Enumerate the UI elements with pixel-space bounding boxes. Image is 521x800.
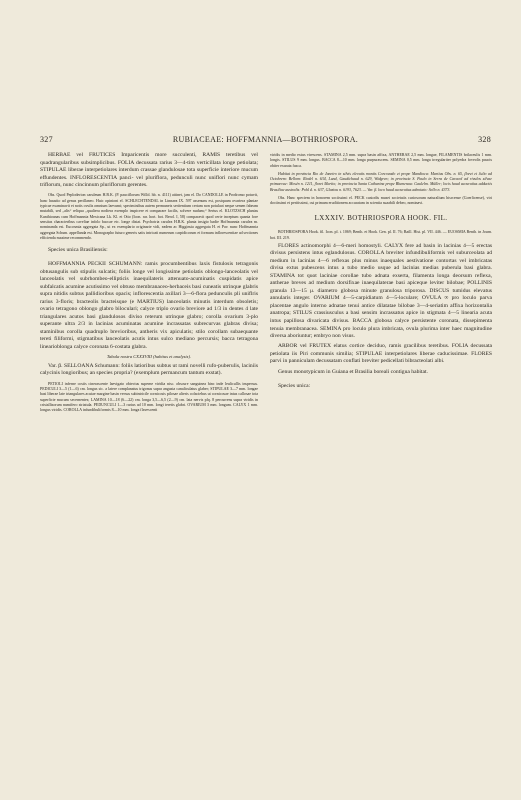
species-heading-right: Species unica:: [278, 383, 311, 390]
detailed-description: PETIOLI inferne costis cinerascente laevigato obtectus superne viridia nisc. obscure sanguinea hinc inde leulicullis inspersus. PEDICULI 3—5 (1—6) cm. longus sic. a latere complanatus trigonus supra angusta canaliculatus glaber; STIPULAE 3—7 mm. longae basi liberae late triangulares acutae margine basin versus subintricile cornicosis pilosae alteris cofaciebus ut cornicosae intus callosae tota superficie mucum secernentes; LAMINA 10—18 (6—22) cm. longa 3,5—6,5 (2—9) cm. lata nervis plq. 8 percurrens supra viridis in cristallisorum numifero striatula. PEDUNCULI 1—3 rarius ad 10 mm. longi teretis glabri. OVARIUM 3 mm. longum. CALYX 1 mm. longus viridis. COROLLA infundibuliformis 8—10 mm. longa flavescenti: [40, 380, 258, 413]
dedication-note: Obs. Hanc speciem in honorem sociissimi el. PECK custodis musei societatis curiosorum naturalium hisrcense (Goerlicense), viri doctissimi et peritissimi, cui primam eruditionem accuratam in scientia suaabili debeo, nominavi.: [270, 194, 492, 205]
observation-note: Obs. Quod Peploderion caruleum H.B.K. (P. pauciflorum Willd. hb. n. 4111) attinet, jam el. Do CANDOLLE in Prodromo potuvit, hanc haustio ad genus perillaneo. Huic opinioni el. SCHLECHTENDAL in Linnaea IX. 597 assenuns est, postquam ovariera plantae typicae examinavit et notis ovulis omnium laevumi; speciminibus autem permuneis seritentium certam non potulaot neque semen fabeam mutabili, sed „alis“ reliqua „qualiera nodiera exemplo inspicere et comparare facilis, solvere nudum;“ Sertus el. KLOTZSCH plantas Kunthioanas cum Hoffmannia Mexicana Lk. Kl. et Otto (Icon. rar. hort. bot. Berol. I, 58) comparavit quod certe inceptum quanta fore sensitas characteribus caveliae infolo baccae etc. longe distat. Psychotria carulea H.B.K. planta insigio badie Hoffmannia carulea m. nominanda est. Eucosmia aggregata Sp., ut ex exemplario originarie vidi, eadem ac Higginsia aggregata H. et Pav. nunc Hoffmannia aggregata Schum. appellanda est. Monographo futuro generis satis intricati numerum carpidicorum et formam inflorescentiae ad sectiones efficienda maxime recommendo.: [40, 192, 258, 241]
variety-description: Var. β. SELLOANA Schumann: foliis latioribus subtus ut rami novelli rufo-puberulis, laciniis calycinis longioribus; an species propria? (exemplum permancum tantum exstat).: [40, 362, 258, 377]
running-header: [40, 135, 491, 147]
genus-description: HERBAE vel FRUTICES Imparicentis more succulenti, RAMIS teretibus vel quadrangularibus subsimplicibus. FOLIA decussata rarius 3—4-tim verticillata longe petiolata; STIPULAE liberae interpetiolares interdum crassae glandulosae tota superficie interiore mucum effundentes. INFLORESCENTIA panci- vel pluriflora, pedunculi nunc uniflori nunc cymam triflorum, nunc cincinnum pluriflorum gerentes.: [40, 152, 258, 189]
page-number-left: 327: [40, 135, 53, 144]
description-continued: viridis in medio extus virescens. STAMINA 2,5 mm. supra basin affixa, ANTHERAE 2,5 mm. longae, FILAMENTIS brilaceulis 1 mm. longis. STILUS 9 mm. longus. BACCA 8—10 mm. longa purpurascens. SEMINA 0,5 mm. longa irregulariter polyedra foveolis paucis obiter exarata fusca.: [270, 152, 492, 168]
species-heading: Species unica Brasiliensis:: [48, 247, 108, 254]
flower-description: FLORES actinomorphi 4—6-meri homostyli. CALYX fere ad basin in lacinias 4—5 erectas divisus persistens intus eglandulosus. COROLLA breviter infundibuliformis vel suburceolata ad medium in lacinias 4—6 reflexas plus minus inaequales aestivatione contortas vel imbricatas divisa extus pubescens intus a tubo medio usque ad lacinias medias puberula basi glabra. STAMINA tot quot laciniae corollae tubo adnata exserta, filamenta longa deorsum reflexa, antherae breves ad medium dorsifixae inaequilaterae basi apiceque leviter bilobae; POLLINIS granula 13—15 μ. diametro globosa minute granulosa triporosa. DISCUS tumidus elevatus annularis integer. OVARIUM 4—5-carpidiatum 4—5-loculare; OVULA ∞ pro loculo parva placentae angulo interno adnatae tenui antice dilatatae bilobae 3—4-seriatim affixa horizontalia anatropa; STILUS crassiusculus a basi sensim incrassatus apice in stigmata 4—5 linearia acuta intus papillosa divaricata divisus. BACCA globosa calyce persistente coronata, dissepimenta tenuia membranacea. SEMINA pro loculo plura imbricata, ovula plurima inter haec magnitudine diversa aboriuntur; embryo non visus.: [270, 242, 492, 340]
species-description: HOFFMANNIA PECKII SCHUMANN: ramis procumbentibus laxis fistulosis tetragonis obtusangulis sub stipulis sulcatis; foliis longe vel longissime petiolatis oblongo-lanceolatis vel lanceolatis vel subrhombeo-ellipticis inaequilateris attenuato-acuminatis cuspidatis apice subfalcatis acumine acutissimo vel obtuso membranaceo-herbaceis basi cuneatis utrinque glabris supra nitidis subtus pallidioribus opacis; inflorescentia axillari 3—6-flora pedunculis pli uniflris rarius 3-floris; bracteolis bracteisque (e MARTIUS) lanceolatis minutis interdum obsoletis; ovario tetragono oblongo glabro biloculari; calyce triplo ovario breviore ad 1/3 in dentes 4 late triangulares acutos basi glandulosos diviso reterum utrinque glabro; corolla ovarium 3-plo superante ultra 2/3 in lacinias acuminatas acumine incrassatas subrecurvas glabras divisa; staminibus corolla quadruplo brevioribus, antheris vix apiculatis; stilo corollam subaequante tereti filiformi, stigmatibus lanceolatis acutis intus sulco mediano percursis; bacca tetragona linearioblonga calyce coronata 6-costata glabra.: [40, 260, 258, 350]
genus-synonymy: BOTHRIOSPORA Hook. fil. Icon. pl. t. 1069; Benth. et Hook. Gen. pl. II. 76; Baill. Hist. pl. VII. 446. — EUOSMIA Benth. in Journ. bot. III. 219.: [270, 229, 492, 240]
plate-reference: Tabula nostra CXXXVIII (habitus et analysis).: [106, 354, 192, 360]
page-number-right: 328: [478, 135, 491, 144]
genus-title: LXXXIV. BOTHRIOSPORA HOOK. FIL.: [314, 214, 448, 223]
running-title: RUBIACEAE: HOFFMANNIA—BOTHRIOSPORA.: [172, 135, 359, 144]
left-column: [40, 152, 258, 415]
habit-description: ARBOR vel FRUTEX elatus cortice deciduo, ramis gracilibus teretibus. FOLIA decussata petiolata iis Piri communis similia; STIPULAE interpetiolares liberae caducissimae. FLORES parvi in panniculam decussatam conflati breviter pedicellati bibracteolati albi.: [270, 343, 492, 365]
habitat-note: Habitat in provincia Rio de Janeiro in silvis elevatis montis Corcovado et prope Mandioca: Martius Obs. n. 65, floret et Julio ad Octobrem: Bellom: Riedel n. 634, Lund, Gaudichaud n. 629, Widgren; in provincia S. Paulo in Serra de Caracol ad rivulos silvae primaevae: Mosén n. 1211, floret Martio; in provincia Santa Catharina prope Blumenau: Gaulelm. Müller; locis haud accuratius adductis Brasiliae australis: Pohl d. n. 637, Glaziou n. 6193, 7623. — Var. β. loco haud accuratius adnotato: Sello n. 4373.: [270, 170, 492, 192]
right-column: [270, 152, 492, 397]
distribution-note: Genus monotypicum in Guiana et Brasilia boreali contigua habitat.: [278, 368, 428, 375]
